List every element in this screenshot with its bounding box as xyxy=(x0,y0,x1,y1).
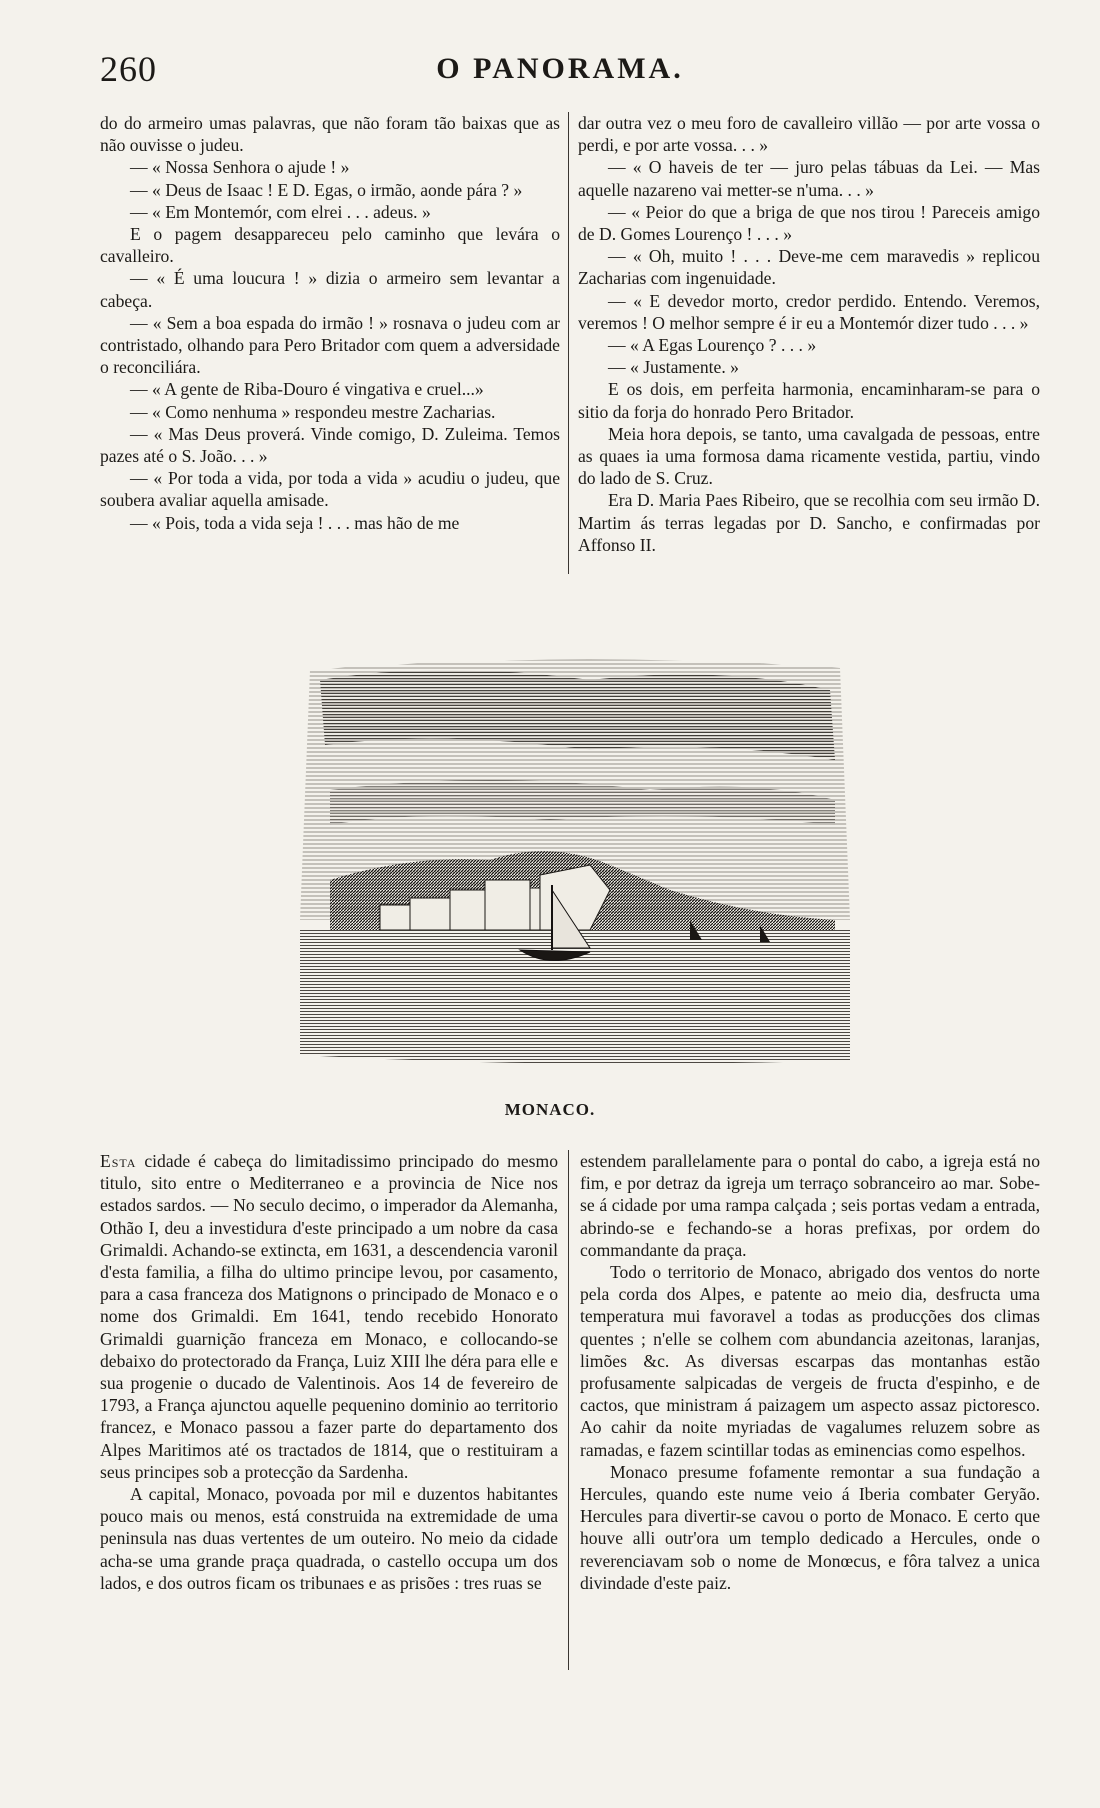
story-paragraph: — « O haveis de ter — juro pelas tábuas da Lei. — Mas aquelle nazareno vai metter-se n'uma. . . » xyxy=(578,157,1040,200)
story-paragraph: Era D. Maria Paes Ribeiro, que se recolhia com seu irmão D. Martim ás terras legadas por D. Sancho, e confirmadas por Affonso II. xyxy=(578,490,1040,555)
story-paragraph: — « Pois, toda a vida seja ! . . . mas hão de me xyxy=(130,512,460,533)
story-paragraph: — « Nossa Senhora o ajude ! » xyxy=(130,157,350,178)
story-paragraph: — « Como nenhuma » respondeu mestre Zacharias. xyxy=(130,401,496,422)
story-paragraph: Meia hora depois, se tanto, uma cavalgada de pessoas, entre as quaes ia uma formosa dama ricamente vestida, partiu, vindo do lado de S. Cruz. xyxy=(578,423,1040,489)
article-paragraph: Todo o territorio de Monaco, abrigado dos ventos do norte pela corda dos Alpes, e patente ao meio dia, desfructa uma temperatura mui favoravel a todas as producções dos climas quentes ; n'elle se colhem com abundancia azeitonas, laranjas, limões &c. As diversas escarpas das montanhas estão profusamente salpicadas de vergeis de fructa d'espinho, e de cactos, que ministram á paizagem um aspecto assaz pictoresco. Ao cahir da noite myriadas de vagalumes reluzem sobre as ramadas, e fazem scintillar todas as eminencias como espelhos. xyxy=(580,1262,1040,1460)
story-paragraph: E o pagem desappareceu pelo caminho que levára o cavalleiro. xyxy=(100,224,560,267)
story-paragraph: — « Mas Deus proverá. Vinde comigo, D. Zuleima. Temos pazes até o S. João. . . » xyxy=(100,423,560,467)
story-paragraph: — « E devedor morto, credor perdido. Entendo. Veremos, veremos ! O melhor sempre é ir eu a Montemór dizer tudo . . . » xyxy=(578,290,1040,333)
article-column-left xyxy=(100,1150,558,1720)
monaco-engraving xyxy=(290,650,860,1070)
story-column-right xyxy=(578,112,1040,572)
article-column-right xyxy=(580,1150,1040,1710)
journal-title: O PANORAMA. xyxy=(436,52,684,85)
story-paragraph: — « Peior do que a briga de que nos tirou ! Pareceis amigo de D. Gomes Lourenço ! . . . » xyxy=(578,201,1040,245)
column-divider xyxy=(568,112,569,574)
story-paragraph: — « É uma loucura ! » dizia o armeiro sem levantar a cabeça. xyxy=(100,268,560,311)
article-paragraph: estendem parallelamente para o pontal do cabo, a igreja está no fim, e por detraz da igreja um terraço sobranceiro ao mar. Sobe-se á cidade por uma rampa calçada ; seis portas vedam a entrada, abrindo-se e fechando-se a horas prefixas, por ordem do commandante da praça. xyxy=(580,1151,1040,1260)
sea xyxy=(300,930,850,1064)
story-paragraph: do do armeiro umas palavras, que não foram tão baixas que as não ouvisse o judeu. xyxy=(100,113,560,156)
column-divider xyxy=(568,1150,569,1670)
article-paragraph xyxy=(100,1150,558,1483)
story-paragraph: E os dois, em perfeita harmonia, encaminharam-se para o sitio da forja do honrado Pero Britador. xyxy=(578,379,1040,422)
page-header xyxy=(100,48,1020,88)
story-paragraph: — « Oh, muito ! . . . Deve-me cem maravedis » replicou Zacharias com ingenuidade. xyxy=(578,246,1040,289)
story-paragraph: dar outra vez o meu foro de cavalleiro villão — por arte vossa o perdi, e por arte vossa. . . » xyxy=(578,113,1040,156)
page-number: 260 xyxy=(100,49,157,89)
story-paragraph: — « Por toda a vida, por toda a vida » acudiu o judeu, que soubera avaliar aquella amisade. xyxy=(100,468,560,511)
story-paragraph: — « Sem a boa espada do irmão ! » rosnava o judeu com ar contristado, olhando para Pero Britador com quem a adversidade o reconciliára. xyxy=(100,312,560,378)
article-paragraph-text: cidade é cabeça do limitadissimo principado do mesmo titulo, sito entre o Mediterraneo e a provincia de Nice nos estados sardos. — No seculo decimo, o imperador da Alemanha, Othão I, deu a investidura d'este principado a um nobre da casa Grimaldi. Achando-se extincta, em 1631, a descendencia varonil d'esta familia, a filha do ultimo principe levou, por casamento, para a casa franceza dos Matignons o principado de Monaco e o nome dos Grimaldi. Em 1641, tendo recebido Honorato Grimaldi guarnição franceza em Monaco, e collocando-se debaixo do protectorado da França, Luiz XIII lhe déra para elle e sua progenie o ducado de Valentinois. Aos 14 de fevereiro de 1793, a França ajunctou aquelle pequenino dominio ao territorio francez, e Monaco passou a fazer parte do departamento dos Alpes Maritimos até os tractados de 1814, que o restituiram a seus principes sob a protecção da Sardenha. xyxy=(100,1151,558,1482)
story-column-left xyxy=(100,112,560,572)
story-paragraph: — « Justamente. » xyxy=(608,357,739,378)
article-paragraph: Monaco presume fofamente remontar a sua fundação a Hercules, quando este nume veio á Iberia combater Geryão. Hercules para divertir-se cavou o porto de Monaco. E certo que houve alli outr'ora um templo dedicado a Hercules, onde o reverenciavam sob o nome de Monœcus, e fôra talvez a unica divindade d'este paiz. xyxy=(580,1461,1040,1593)
story-paragraph: — « A Egas Lourenço ? . . . » xyxy=(608,335,817,356)
story-paragraph: — « Deus de Isaac ! E D. Egas, o irmão, aonde pára ? » xyxy=(130,179,523,200)
story-paragraph: — « Em Montemór, com elrei . . . adeus. » xyxy=(130,201,431,222)
story-paragraph: — « A gente de Riba-Douro é vingativa e cruel...» xyxy=(130,379,484,400)
article-paragraph: A capital, Monaco, povoada por mil e duzentos habitantes pouco mais ou menos, está construida na extremidade de uma peninsula nas duas vertentes de um outeiro. No meio da cidade acha-se uma grande praça quadrada, o castello occupa um dos lados, e dos outros ficam os tribunaes e as prisões : tres ruas se xyxy=(100,1484,558,1593)
article-dropcap: Esta xyxy=(100,1151,137,1171)
figure-caption: MONACO. xyxy=(504,1100,596,1119)
